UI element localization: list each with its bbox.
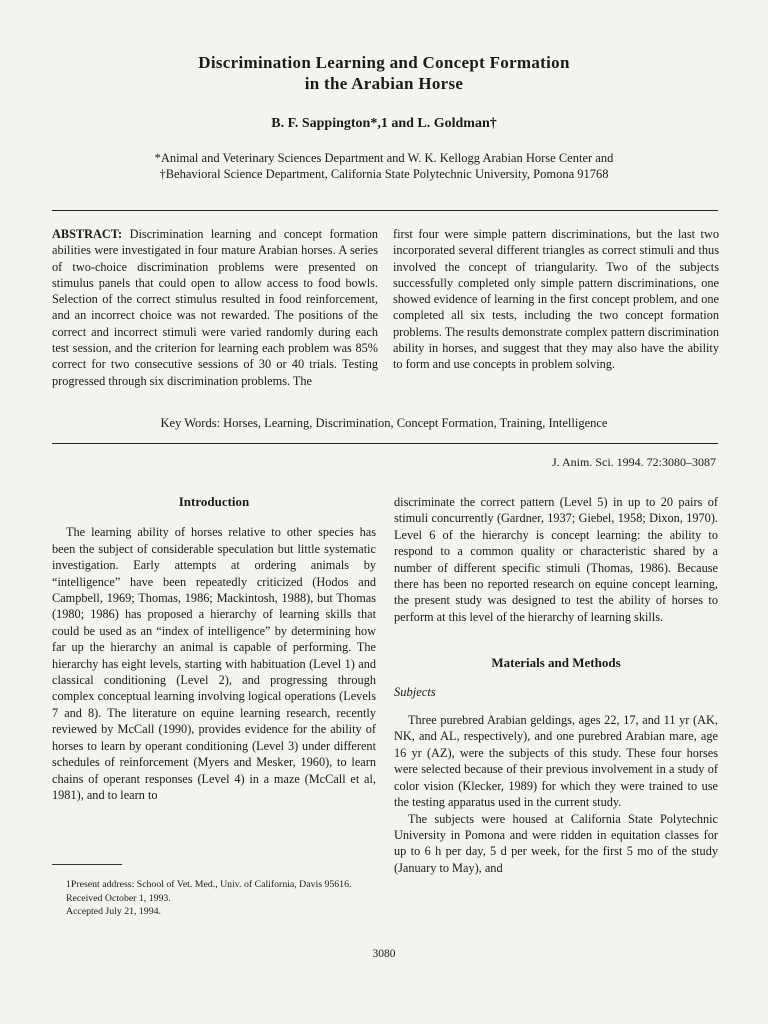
key-words: Key Words: Horses, Learning, Discrimination, Concept Formation, Training, Intelligence [160, 416, 608, 430]
footnote-rule [52, 864, 122, 865]
abstract-label: ABSTRACT: [52, 227, 123, 241]
affiliation-line2: †Behavioral Science Department, California State Polytechnic University, Pomona 91768 [159, 167, 609, 181]
introduction-continued: discriminate the correct pattern (Level 5) in up to 20 pairs of stimuli concurrently (Gardner, 1937; Giebel, 1958; Dixon, 1970). Level 6 of the hierarchy is concept learning: the ability to respond to a common quality or characteristic shared by a number of different specific stimuli (Thomas, 1986). Because there has been no reported research on equine concept learning, the present study was designed to test the ability of horses to perform at this level of the hierarchy of learning skills. [394, 495, 718, 624]
subjects-paragraph-2: The subjects were housed at California State Polytechnic University in Pomona and were ridden in equitation classes for up to 6 h per day, 5 d per week, for the first 5 mo of the study (January to May), and [394, 811, 718, 875]
affiliation-line1: *Animal and Veterinary Sciences Department and W. K. Kellogg Arabian Horse Center and [154, 151, 614, 165]
footnote-address: 1Present address: School of Vet. Med., Univ. of California, Davis 95616. [66, 879, 352, 890]
abstract-left-column [52, 226, 378, 389]
journal-reference: J. Anim. Sci. 1994. 72:3080–3087 [551, 455, 716, 469]
accepted-date: Accepted July 21, 1994. [66, 906, 161, 917]
abstract-left-text: Discrimination learning and concept formation abilities were investigated in four mature Arabian horses. A series of two-choice discrimination problems were presented on stimulus panels that could open to allow access to food bowls. Selection of the correct stimulus resulted in food reinforcement, and an incorrect choice was not rewarded. The positions of the correct and incorrect stimuli were varied randomly during each test session, and the criterion for learning each problem was 85% correct for two consecutive sessions of 30 or 40 trials. Testing progressed through six discrimination problems. The [52, 227, 378, 388]
received-date: Received October 1, 1993. [66, 892, 171, 904]
introduction-paragraph: The learning ability of horses relative to other species has been the subject of considerable speculation but little systematic investigation. Early attempts at ordering animals by “intelligence” have been repeatedly criticized (Hodos and Campbell, 1969; Thomas, 1986; Mackintosh, 1988), but Thomas (1980; 1986) has proposed a hierarchy of learning skills that could be used as an “index of intelligence” by determining how far up the hierarchy an animal is capable of performing. The hierarchy has eight levels, starting with habituation (Level 1) and classical conditioning (Level 2), and progressing through complex conceptual learning involving logical operations (Levels 7 and 8). The literature on equine learning research, recently reviewed by McCall (1990), provides evidence for the ability of horses to learn by operant conditioning (Level 3) under different schedules of reinforcement (Myers and Mesker, 1960), to learn chains of operant responses (Level 4) in a maze (McCall et al, 1981), and to learn to [52, 525, 376, 802]
left-column [52, 494, 376, 803]
abstract-right-column [393, 226, 719, 373]
materials-methods-heading: Materials and Methods [491, 655, 621, 671]
subjects-subheading: Subjects [394, 684, 436, 699]
paper-authors: B. F. Sappington*,1 and L. Goldman† [271, 116, 497, 131]
footnotes [52, 878, 372, 919]
abstract-top-rule [52, 210, 718, 211]
introduction-heading: Introduction [178, 494, 250, 509]
keywords-bottom-rule [52, 443, 718, 444]
subjects-paragraph-1: Three purebred Arabian geldings, ages 22, 17, and 11 yr (AK, NK, and AL, respectively), and one purebred Arabian mare, age 16 yr (AZ), were the subjects of this study. These four horses were selected because of their previous involvement in a study of color vision (Klecker, 1989) for which they were trained to use the testing apparatus used in the current study. [394, 713, 718, 810]
page-number: 3080 [372, 948, 396, 960]
paper-title-line1: Discrimination Learning and Concept Formation [198, 53, 570, 72]
abstract-right-text: first four were simple pattern discriminations, but the last two incorporated several different triangles as correct stimuli and thus involved the concept of triangularity. Two of the subjects successfully completed only simple pattern discriminations, one showed evidence of learning in the first concept problem, and one completed all six tests, including the two concept formation problems. The results demonstrate complex pattern discrimination ability in horses, and suggest that they may also have the ability to form and use concepts in problem solving. [393, 227, 719, 372]
right-column [394, 494, 718, 876]
paper-title-line2: in the Arabian Horse [304, 74, 464, 93]
